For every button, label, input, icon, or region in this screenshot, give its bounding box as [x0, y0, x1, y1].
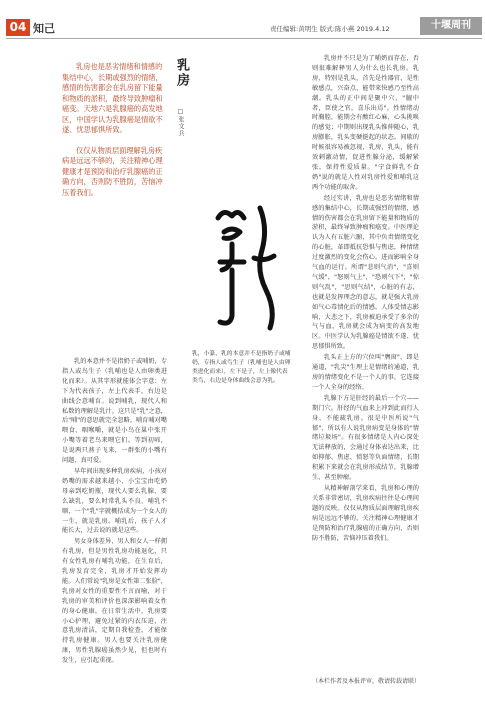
- body-paragraph: 经过实讲，乳房也是恶劣情绪和情感的集结中心，长期或强烈的情绪，感情的伤害都会在乳房留下能量和物质的淤积，最终导致肿瘤和癌变。中医理论认为人有五脏六腑，其中负责情绪变化的心脏，革即抵抗恐惧与焦虑，种情绪过度激烈的变化会伤心。进而影响全身气血的运行。所谓"悲则气消"，"喜则气缓"，"怒则气上"，"恐则气下"，"惊则气乱"，"思则气结"，心脏的有志，也就是发挥理念的意志，就是强大乳房如气心毒情化后的情感。人体受情志影响，大悲之下，乳房被迫承受了多余的气与血，乳房就会成为病变的高发地区。中医学认为乳腺癌是情欲不遂、忧思郁惧所致。: [312, 194, 419, 351]
- lead-paragraph: 乳房也是恶劣情绪和情感的集结中心，长期或强烈的情绪，感情的伤害都会在乳房留下能量和物质的淤积，最终导致肿瘤和癌变。天地六是乳腺癌的高发地区，中国学认为乳腺癌是情欲不遂、忧思郁惧所致。: [62, 62, 163, 134]
- seal-script-ru-glyph: [210, 198, 286, 338]
- body-column-left: [62, 357, 167, 667]
- body-paragraph: 从精神解剖学来看，乳房和心理的关系非常密切，乳房疾病往往是心理问题的反映。仅仅从物质层面理解乳房疾病是远远不够的，关注精神心理健康才是预防和治疗乳腺癌的正确方向，否则防不胜防，苦恼冲压着我们。: [312, 484, 419, 542]
- article-author: □张文兵: [177, 108, 184, 137]
- author-credit-note: （本栏作者及本报评审，敬请转载请联）: [312, 678, 421, 685]
- header-rule: [6, 38, 482, 39]
- article-title: 乳房: [174, 58, 189, 88]
- body-column-right: [312, 54, 419, 544]
- body-paragraph: 早年间出现多种乳房疾病，小孩对奶嘴的需求越来越小，小宝宝由吃奶母亲到吃奶瓶，现代人要么乳腺，要么缺乳，要么时常乳头不良、哺乳不顺，一个"乳"字就概括成为一个女人的一生，就是乳房。哺乳后，孩子人才能长大，过去说的就是这些。: [62, 467, 167, 535]
- body-paragraph: 乳的本意并不是指奶子或哺奶，专指人或鸟生子（乳哺也是人由卵类进化而来）。从其字形就能体会字意：左下为代表孩子，左上代表手，右边是曲线会意哺育。说到哺乳，现代人和私数的理解是乳汁。这只是"乳"之意，后"哺"的意思就完全忽略。哺育哺对嘴喂食，咽喉嚼，就是小鸟在巢中张开小嘴等着老鸟来喂它们。等到初啼，是说两只燕子飞来，一群张的小嘴有问题，真可爱。: [62, 358, 167, 465]
- section-title: 知己: [33, 22, 55, 35]
- body-paragraph: 男女身体差异，男人和女人一样拥有乳房，但是男性乳房功能退化，只有女性乳房有哺乳功能，在生育后，乳房发育完全，乳房才开始发挥功能。人们常说"乳房是女性第二张脸"，乳房对女性的重要性不言而喻，对于乳房的审美和评价也深深影响着女性的身心健康。在日常生活中，乳房要小心护理，避免过紧的内衣压迫，注意乳房清洁，定期自我检查，才能保持乳房健康。男人也要关注乳房健康，男性乳腺癌虽然少见，但也时有发生，应引起重视。: [62, 538, 167, 665]
- editor-credits: 责任编辑:黄明生 版式:陈小燕 2019.4.12: [270, 25, 390, 33]
- body-paragraph: 乳腺下方是肝经的最后一个穴——期门穴。肝经的气血来上冲到此而行人身，不能疏乳房。很是中医所说"气郁"，所以有人说乳房病变是身体的"情绪垃圾场"。有很多情绪是人内心深处无法释放的，会通过身体表达出来，比如抑郁、焦虑、愤怒等负面情绪，长期积累下来就会在乳房形成结节，乳腺增生，甚至肿瘤。: [312, 394, 419, 482]
- glyph-caption: 乳，小篆，乳的本意并不是指奶子或哺奶，专指人或鸟生子（乳哺也是人由卵类进化而来），左下是子，左上像代表类鸟，右边是身体曲线会意为乳。: [192, 351, 291, 384]
- page-number: 04: [6, 19, 30, 36]
- body-paragraph: 乳房并不只是为了哺奶而存在，否则很难解释男人为什么也长乳房。乳房，特别是乳头，首先是性器官，是性敏感点，兴奋点，能带来快感乃至性高潮。乳头的正中间是聚中穴，"膻中者，臣使之官，喜乐出焉"。性情绪动时胸腔，能期会有酸红心麻，心头挑唤的感觉；中期则出现乳头惟伸随心，乳房膨胀，乳头变硬挺起的状态。间歇的时候很容易被忽视，乳房、乳头，能有效刺激动情，促进性腺分泌，缓解紧张，保持性爱质量。"宁食鲜乳不食奶"说的就是人性对乳房性爱和哺乳这两个功能的取舍。: [312, 55, 419, 191]
- lead-paragraph: 仅仅从物质层面理解乳房疾病是远远不够的，关注精神心理健康才是预防和治疗乳腺癌的正确方向，否则防不胜防，苦恼冲压着我们。: [62, 145, 163, 197]
- brand-banner: 十堰周刊: [420, 17, 482, 35]
- article-lead: [62, 62, 167, 208]
- body-paragraph: 乳头正上方的穴位叫"膺窗"，即是通道，"乳尖"生理上是情绪的通道，乳房的情绪变化不是一个人的事，它连接一个人全身的经络。: [312, 354, 419, 391]
